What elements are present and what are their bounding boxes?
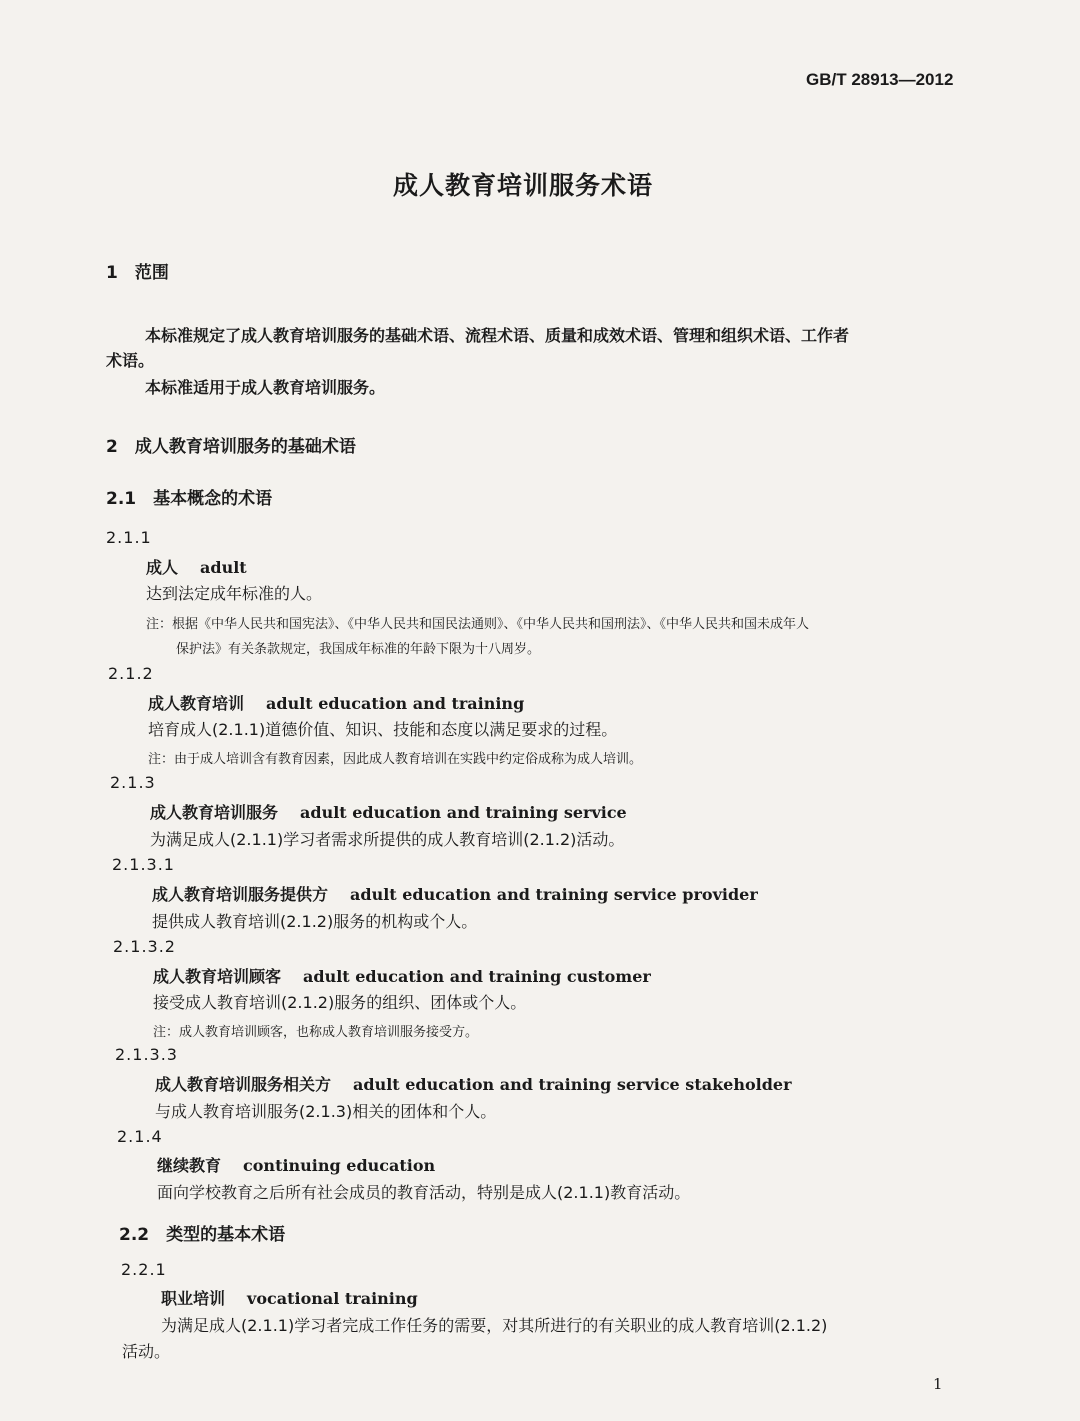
term-zh: 成人教育培训服务相关方 xyxy=(155,1075,332,1094)
term-en: adult education and training service xyxy=(300,803,627,822)
section-2-heading: 2 成人教育培训服务的基础术语 xyxy=(106,437,356,457)
term-definition: 与成人教育培训服务(2.1.3)相关的团体和个人。 xyxy=(155,1102,497,1121)
term-definition: 接受成人教育培训(2.1.2)服务的组织、团体或个人。 xyxy=(153,993,527,1012)
term-number: 2.1.1 xyxy=(106,528,152,547)
term-zh: 成人教育培训顾客 xyxy=(153,967,282,986)
page-number: 1 xyxy=(933,1375,943,1393)
term-en: continuing education xyxy=(243,1156,436,1175)
scope-paragraph-2: 本标准适用于成人教育培训服务。 xyxy=(145,378,386,397)
term-definition: 面向学校教育之后所有社会成员的教育活动，特别是成人(2.1.1)教育活动。 xyxy=(157,1183,691,1202)
term-en: adult education and training service stakeholder xyxy=(353,1075,792,1094)
term-en: vocational training xyxy=(247,1289,418,1308)
section-2-1-heading: 2.1 基本概念的术语 xyxy=(106,489,273,509)
term-number: 2.1.3 xyxy=(110,773,156,792)
term-zh: 成人教育培训 xyxy=(148,694,245,713)
term-zh: 职业培训 xyxy=(161,1289,226,1308)
term-definition: 提供成人教育培训(2.1.2)服务的机构或个人。 xyxy=(152,912,478,931)
term-definition: 为满足成人(2.1.1)学习者需求所提供的成人教育培训(2.1.2)活动。 xyxy=(150,830,625,849)
term-zh: 成人 xyxy=(146,558,179,577)
term-definition-line-1: 为满足成人(2.1.1)学习者完成工作任务的需要，对其所进行的有关职业的成人教育培训(2.1.2) xyxy=(161,1316,828,1335)
term-note: 注：成人教育培训顾客，也称成人教育培训服务接受方。 xyxy=(153,1025,479,1040)
term-number: 2.1.3.2 xyxy=(113,937,176,956)
term-heading xyxy=(153,964,651,987)
term-zh: 继续教育 xyxy=(157,1156,222,1175)
term-definition: 达到法定成年标准的人。 xyxy=(146,584,323,603)
scope-paragraph-1-line-2: 术语。 xyxy=(106,351,155,370)
term-number: 2.1.3.1 xyxy=(112,855,175,874)
term-heading xyxy=(161,1286,418,1309)
term-heading xyxy=(152,882,758,905)
term-zh: 成人教育培训服务提供方 xyxy=(152,885,329,904)
term-number: 2.1.2 xyxy=(108,664,154,683)
page-title: 成人教育培训服务术语 xyxy=(393,171,654,200)
term-note-line-1: 注：根据《中华人民共和国宪法》、《中华人民共和国民法通则》、《中华人民共和国刑法》、《中华人民共和国未成年人 xyxy=(146,617,810,632)
term-heading xyxy=(157,1153,435,1176)
term-en: adult education and training customer xyxy=(303,967,651,986)
term-heading xyxy=(146,555,247,578)
term-definition-line-2: 活动。 xyxy=(122,1342,171,1361)
term-number: 2.1.3.3 xyxy=(115,1045,178,1064)
term-en: adult education and training service provider xyxy=(350,885,758,904)
term-number: 2.1.4 xyxy=(117,1127,163,1146)
standard-number: GB/T 28913—2012 xyxy=(806,70,954,89)
term-definition: 培育成人(2.1.1)道德价值、知识、技能和态度以满足要求的过程。 xyxy=(148,720,618,739)
scope-paragraph-1-line-1: 本标准规定了成人教育培训服务的基础术语、流程术语、质量和成效术语、管理和组织术语、工作者 xyxy=(145,326,850,345)
term-en: adult education and training xyxy=(266,694,525,713)
term-note: 注：由于成人培训含有教育因素，因此成人教育培训在实践中约定俗成称为成人培训。 xyxy=(148,752,643,767)
section-1-heading: 1 范围 xyxy=(106,263,169,283)
term-number: 2.2.1 xyxy=(121,1260,167,1279)
section-2-2-heading: 2.2 类型的基本术语 xyxy=(119,1225,286,1245)
term-heading xyxy=(155,1072,792,1095)
term-heading xyxy=(148,691,524,714)
term-en: adult xyxy=(200,558,247,577)
term-heading xyxy=(150,800,627,823)
term-zh: 成人教育培训服务 xyxy=(150,803,279,822)
term-note-line-2: 保护法》有关条款规定，我国成年标准的年龄下限为十八周岁。 xyxy=(176,642,541,657)
